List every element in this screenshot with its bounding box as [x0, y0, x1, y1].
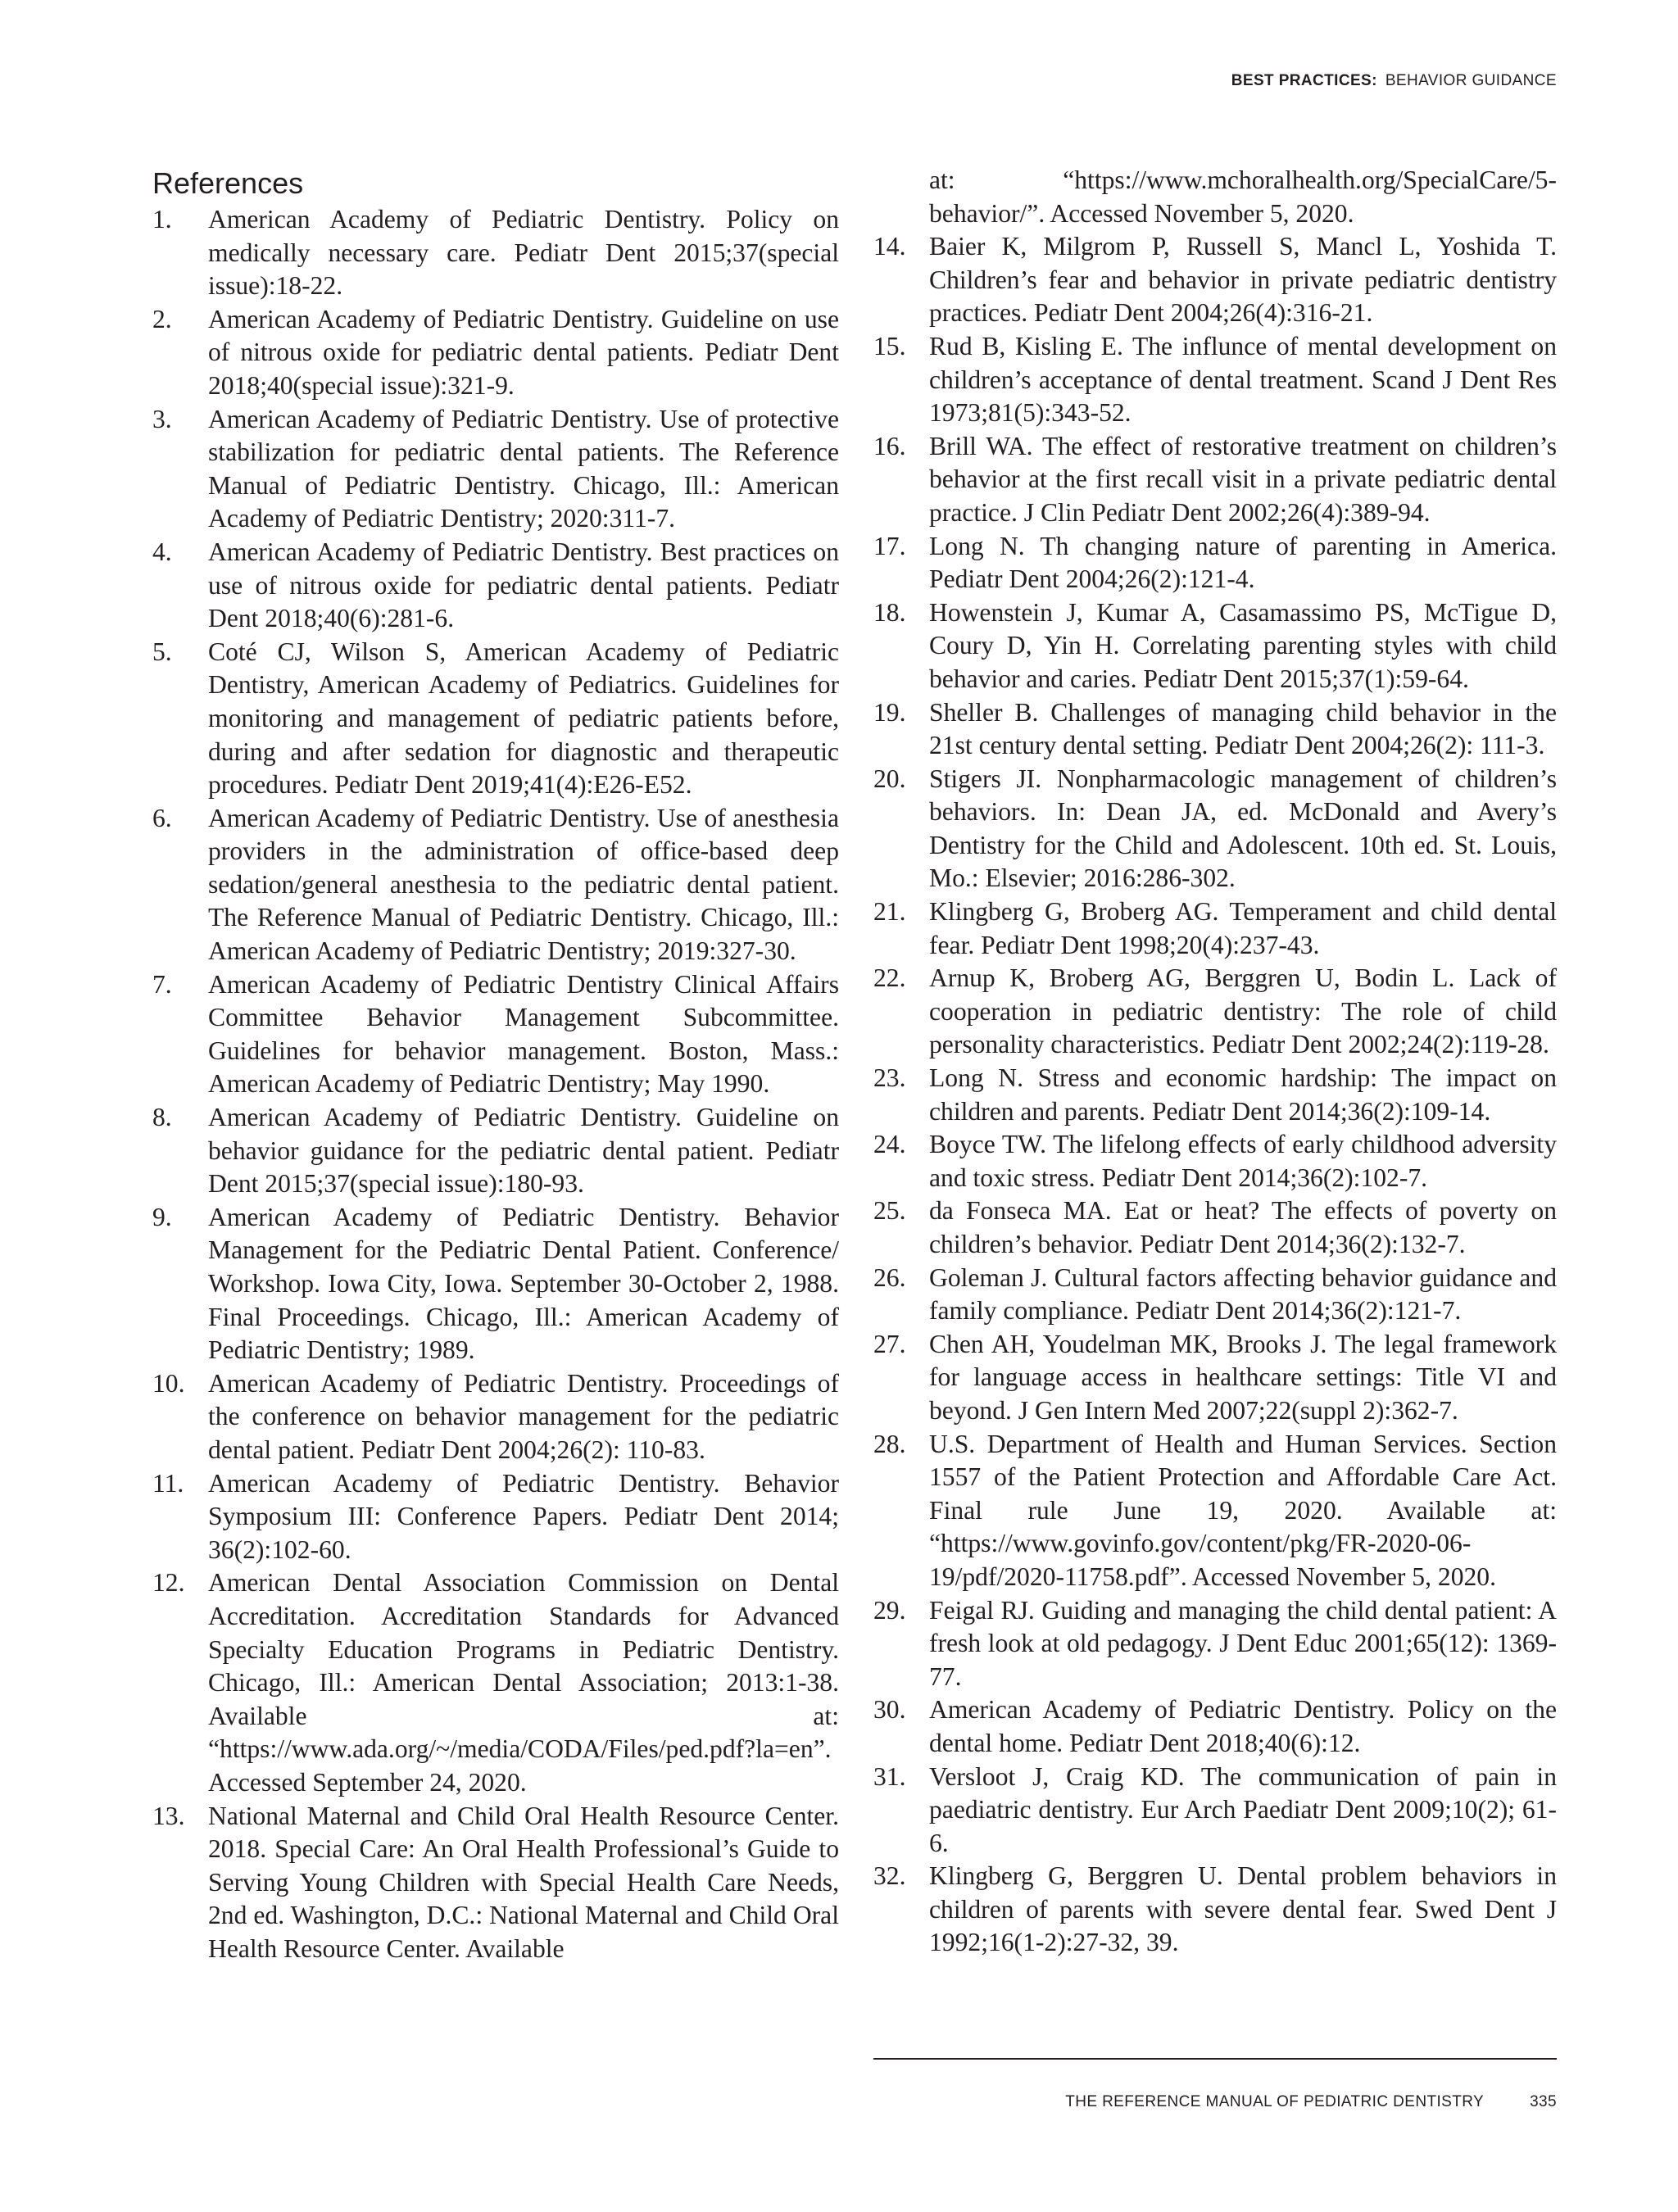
reference-number: 16. [873, 431, 906, 460]
reference-item [873, 1594, 1557, 1694]
reference-item [873, 1062, 1557, 1128]
reference-item [152, 1566, 839, 1799]
reference-item [873, 230, 1557, 330]
reference-item [152, 802, 839, 968]
reference-item [152, 968, 839, 1101]
reference-item [873, 530, 1557, 596]
reference-item [873, 962, 1557, 1062]
references-list-right [873, 230, 1557, 1960]
reference-item [873, 1128, 1557, 1194]
reference-item [873, 1693, 1557, 1760]
reference-item [152, 203, 839, 303]
reference-number: 26. [873, 1262, 906, 1292]
reference-number: 29. [873, 1595, 906, 1625]
reference-number: 6. [152, 803, 172, 832]
reference-item [152, 536, 839, 636]
reference-number: 2. [152, 304, 172, 333]
reference-item [152, 1800, 839, 1966]
reference-text: Sheller B. Challenges of managing child behavior in the 21st century dental setting. Pediatr Dent 2004;26(2): 111-3. [929, 697, 1557, 760]
reference-text: National Maternal and Child Oral Health Resource Center. 2018. Special Care: An Oral Health Professional’s Guide to Serving Young Children with Special Health Care Needs, 2nd ed. Washington, D.C.: National Maternal and Child Oral Health Resource Center. Available [208, 1801, 839, 1963]
references-list-left [152, 203, 839, 1965]
reference-number: 25. [873, 1196, 906, 1226]
references-column-right [873, 164, 1557, 1960]
reference-item [873, 1761, 1557, 1861]
reference-text: American Dental Association Commission on Dental Accreditation. Accreditation Standards for Advanced Specialty Education Programs in Pediatric Dentistry. Chicago, Ill.: American Dental Association; 2013:1-38. Available at: “https://www.ada.org/~/media/CODA/Files/ped.pdf?la=en”. Accessed September 24, 2020. [208, 1568, 839, 1797]
reference-number: 3. [152, 404, 172, 433]
reference-item [873, 1194, 1557, 1261]
reference-number: 8. [152, 1103, 172, 1132]
reference-number: 30. [873, 1695, 906, 1725]
reference-text: Long N. Stress and economic hardship: The impact on children and parents. Pediatr Dent 2014;36(2):109-14. [929, 1063, 1557, 1126]
reference-number: 27. [873, 1329, 906, 1358]
reference-text: American Academy of Pediatric Dentistry. Behavior Management for the Pediatric Dental Patient. Conference/ Workshop. Iowa City, Iowa. September 30-October 2, 1988. Final Proceedings. Chicago, Ill.: American Academy of Pediatric Dentistry; 1989. [208, 1202, 839, 1365]
reference-text: Rud B, Kisling E. The influnce of mental development on children’s acceptance of dental treatment. Scand J Dent Res 1973;81(5):343-52. [929, 331, 1557, 428]
reference-text: American Academy of Pediatric Dentistry. Best practices on use of nitrous oxide for pediatric dental patients. Pediatr Dent 2018;40(6):281-6. [208, 537, 839, 633]
reference-text: American Academy of Pediatric Dentistry. Guideline on behavior guidance for the pediatric dental patient. Pediatr Dent 2015;37(special issue):180-93. [208, 1103, 839, 1199]
reference-number: 22. [873, 963, 906, 993]
reference-text: American Academy of Pediatric Dentistry. Use of anesthesia providers in the administration of office-based deep sedation/general anesthesia to the pediatric dental patient. The Reference Manual of Pediatric Dentistry. Chicago, Ill.: American Academy of Pediatric Dentistry; 2019:327-30. [208, 803, 839, 966]
reference-number: 23. [873, 1063, 906, 1093]
reference-text: da Fonseca MA. Eat or heat? The effects of poverty on children’s behavior. Pediatr Dent 2014;36(2):132-7. [929, 1196, 1557, 1258]
reference-text: Brill WA. The effect of restorative treatment on children’s behavior at the first recall visit in a private pediatric dental practice. J Clin Pediatr Dent 2002;26(4):389-94. [929, 431, 1557, 527]
reference-item [873, 1328, 1557, 1428]
reference-number: 1. [152, 205, 172, 233]
reference-number: 18. [873, 597, 906, 627]
reference-item [152, 1201, 839, 1367]
reference-text: American Academy of Pediatric Dentistry. Guideline on use of nitrous oxide for pediatric dental patients. Pediatr Dent 2018;40(special issue):321-9. [208, 304, 839, 400]
reference-number: 28. [873, 1429, 906, 1458]
reference-item [152, 1467, 839, 1567]
reference-number: 20. [873, 764, 906, 793]
page-number: 335 [1530, 2093, 1557, 2110]
reference-text: American Academy of Pediatric Dentistry. Use of protective stabilization for pediatric dental patients. The Reference Manual of Pediatric Dentistry. Chicago, Ill.: American Academy of Pediatric Dentistry; 2020:311-7. [208, 404, 839, 533]
reference-item [152, 1367, 839, 1467]
reference-text: Howenstein J, Kumar A, Casamassimo PS, McTigue D, Coury D, Yin H. Correlating parenting styles with child behavior and caries. Pediatr Dent 2015;37(1):59-64. [929, 597, 1557, 693]
reference-number: 7. [152, 969, 172, 999]
reference-number: 12. [152, 1568, 185, 1598]
footer-rule [873, 2058, 1557, 2060]
reference-number: 15. [873, 331, 906, 360]
reference-item [873, 1860, 1557, 1960]
reference-number: 24. [873, 1130, 906, 1159]
reference-item [873, 895, 1557, 962]
reference-item [873, 1262, 1557, 1328]
reference-text: Long N. Th changing nature of parenting in America. Pediatr Dent 2004;26(2):121-4. [929, 531, 1557, 594]
reference-number: 4. [152, 537, 172, 566]
reference-text: Stigers JI. Nonpharmacologic management of children’s behaviors. In: Dean JA, ed. McDonald and Avery’s Dentistry for the Child and Adolescent. 10th ed. St. Louis, Mo.: Elsevier; 2016:286-302. [929, 764, 1557, 893]
reference-item [152, 403, 839, 536]
reference-text: American Academy of Pediatric Dentistry. Policy on the dental home. Pediatr Dent 2018;40(6):12. [929, 1695, 1557, 1757]
reference-text: Feigal RJ. Guiding and managing the child dental patient: A fresh look at old pedagogy. J Dent Educ 2001;65(12): 1369-77. [929, 1595, 1557, 1691]
reference-item [873, 430, 1557, 530]
reference-text: Goleman J. Cultural factors affecting behavior guidance and family compliance. Pediatr Dent 2014;36(2):121-7. [929, 1262, 1557, 1326]
reference-item [873, 696, 1557, 763]
reference-text: Klingberg G, Broberg AG. Temperament and child dental fear. Pediatr Dent 1998;20(4):237-43. [929, 897, 1557, 959]
reference-text: American Academy of Pediatric Dentistry. Behavior Symposium III: Conference Papers. Pediatr Dent 2014; 36(2):102-60. [208, 1468, 839, 1564]
reference-number: 13. [152, 1801, 185, 1830]
header-section-label: BEST PRACTICES: [1231, 72, 1377, 89]
reference-text: Boyce TW. The lifelong effects of early childhood adversity and toxic stress. Pediatr Dent 2014;36(2):102-7. [929, 1130, 1557, 1192]
reference-text: American Academy of Pediatric Dentistry Clinical Affairs Committee Behavior Management Subcommittee. Guidelines for behavior management. Boston, Mass.: American Academy of Pediatric Dentistry; May 1990. [208, 969, 839, 1099]
reference-item [873, 596, 1557, 696]
running-footer [1065, 2093, 1557, 2111]
reference-number: 31. [873, 1761, 906, 1791]
reference-text: Baier K, Milgrom P, Russell S, Mancl L, Yoshida T. Children’s fear and behavior in private pediatric dentistry practices. Pediatr Dent 2004;26(4):316-21. [929, 232, 1557, 328]
reference-text: Versloot J, Craig KD. The communication of pain in paediatric dentistry. Eur Arch Paediatr Dent 2009;10(2); 61-6. [929, 1761, 1557, 1857]
references-heading: References [152, 166, 304, 200]
reference-item [152, 303, 839, 403]
reference-text: Klingberg G, Berggren U. Dental problem behaviors in children of parents with severe dental fear. Swed Dent J 1992;16(1-2):27-32, 39. [929, 1861, 1557, 1957]
reference-item [152, 1101, 839, 1201]
reference-text: Chen AH, Youdelman MK, Brooks J. The legal framework for language access in healthcare settings: Title VI and beyond. J Gen Intern Med 2007;22(suppl 2):362-7. [929, 1329, 1557, 1425]
reference-text: American Academy of Pediatric Dentistry. Policy on medically necessary care. Pediatr Dent 2015;37(special issue):18-22. [208, 205, 839, 301]
references-column-left [152, 164, 839, 1965]
reference-item [873, 763, 1557, 895]
reference-item [873, 330, 1557, 430]
reference-text: Coté CJ, Wilson S, American Academy of Pediatric Dentistry, American Academy of Pediatrics. Guidelines for monitoring and management of pediatric patients before, during and after sedation for diagnostic and therapeutic procedures. Pediatr Dent 2019;41(4):E26-E52. [208, 637, 839, 800]
reference-number: 32. [873, 1861, 906, 1891]
reference-item [873, 1428, 1557, 1594]
reference-number: 17. [873, 531, 906, 560]
reference-number: 19. [873, 697, 906, 727]
footer-publication-title: THE REFERENCE MANUAL OF PEDIATRIC DENTISTRY [1065, 2093, 1485, 2110]
reference-text: American Academy of Pediatric Dentistry. Proceedings of the conference on behavior management for the pediatric dental patient. Pediatr Dent 2004;26(2): 110-83. [208, 1368, 839, 1464]
reference-number: 10. [152, 1368, 185, 1398]
header-section-title: BEHAVIOR GUIDANCE [1385, 72, 1557, 89]
reference-item [152, 636, 839, 802]
reference-text: Arnup K, Broberg AG, Berggren U, Bodin L. Lack of cooperation in pediatric dentistry: The role of child personality characteristics. Pediatr Dent 2002;24(2):119-28. [929, 963, 1557, 1059]
reference-number: 21. [873, 897, 906, 927]
reference-13-continuation: at: “https://www.mchoralhealth.org/SpecialCare/5-behavior/”. Accessed November 5, 2020. [929, 165, 1557, 228]
running-header [1231, 72, 1557, 90]
reference-text: U.S. Department of Health and Human Services. Section 1557 of the Patient Protection and Affordable Care Act. Final rule June 19, 2020. Available at: “https://www.govinfo.gov/content/pkg/FR-2020-06-19/pdf/2020-11758.pdf”. Accessed November 5, 2020. [929, 1429, 1557, 1591]
reference-number: 11. [152, 1468, 184, 1498]
reference-number: 14. [873, 232, 906, 261]
reference-number: 9. [152, 1202, 172, 1231]
reference-number: 5. [152, 637, 172, 666]
